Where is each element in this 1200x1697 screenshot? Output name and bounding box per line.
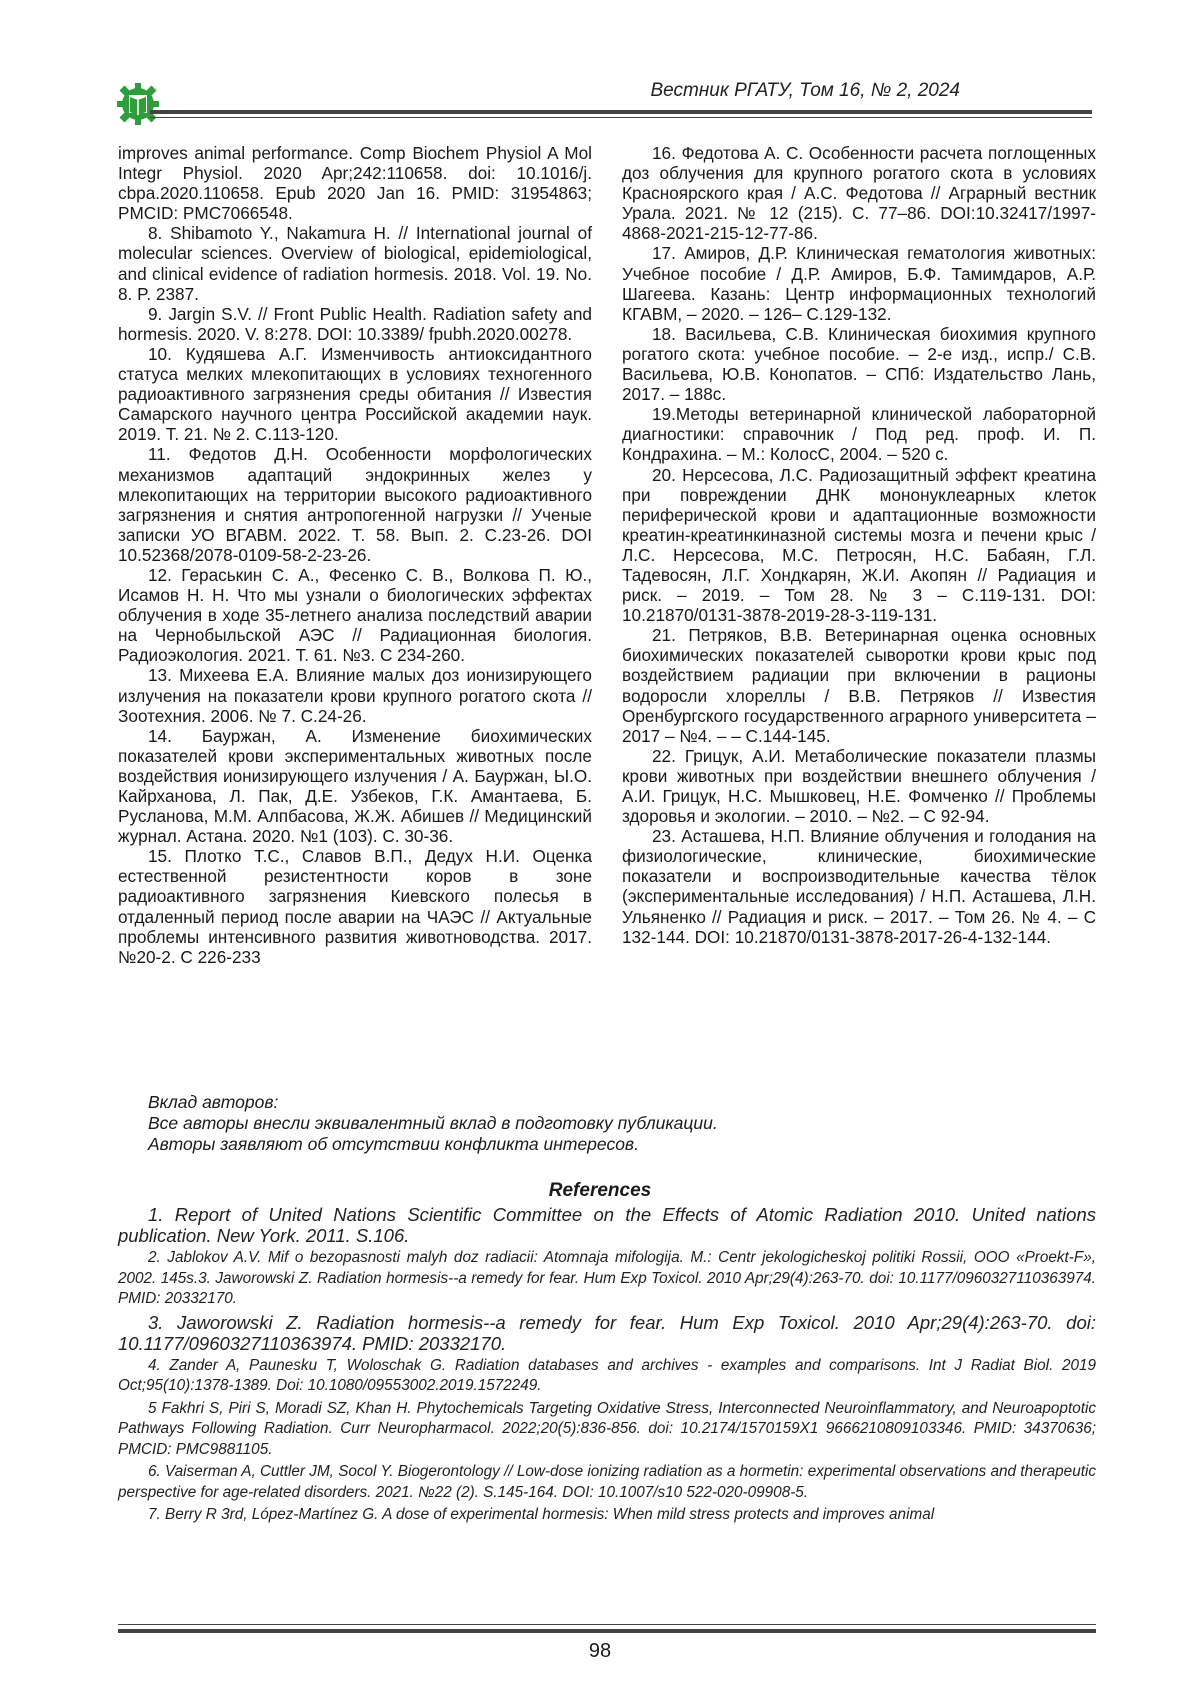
reference-entry: 13. Михеева Е.А. Влияние малых доз ионизирующего излучения на показатели крови крупного рогатого скота // Зоотехния. 2006. № 7. С.24-26.: [118, 665, 592, 726]
reference-entry: 10. Кудяшева А.Г. Изменчивость антиоксидантного статуса мелких млекопитающих в условиях техногенного радиоактивного загрязнения среды обитания // Известия Самарского научного центра Российской академии наук. 2019. Т. 21. № 2. С.113-120.: [118, 343, 592, 445]
reference-translit-entry: 7. Berry R 3rd, López-Martínez G. A dose of experimental hormesis: When mild stress protects and improves animal: [148, 1506, 935, 1523]
reference-entry: 11. Федотов Д.Н. Особенности морфологических механизмов адаптаций эндокринных желез у млекопитающих на территории высокого радиоактивного загрязнения и снятия антропогенной нагрузки // Ученые записки УО ВГАВМ. 2022. Т. 58. Вып. 2. С.23-26. DOI 10.52368/2078-0109-58-2-23-26.: [118, 444, 592, 565]
reference-entry: 18. Васильева, С.В. Клиническая биохимия крупного рогатого скота: учебное пособие. – 2-е изд., испр./ С.В. Васильева, Ю.В. Конопатов. – СПб: Издательство Лань, 2017. – 188с.: [622, 323, 1096, 405]
reference-entry: 9. Jargin S.V. // Front Public Health. Radiation safety and hormesis. 2020. V. 8:278. DOI: 10.3389/ fpubh.2020.00278.: [118, 303, 592, 344]
reference-entry: 20. Нерсесова, Л.С. Радиозащитный эффект креатина при повреждении ДНК мононуклеарных клеток периферической крови и адаптационные возможности креатин-креатинкиназной системы мозга и печени крыс / Л.С. Нерсесова, М.С. Петросян, Н.С. Бабаян, Г.Л. Тадевосян, Л.Г. Хондкарян, Ж.И. Акопян // Радиация и риск. – 2019. – Том 28. № 3 – С.119-131. DOI: 10.21870/0131-3878-2019-28-3-119-131.: [622, 464, 1096, 626]
right-column: [622, 143, 1096, 947]
page-number: 98: [588, 1640, 612, 1662]
journal-logo-icon: [116, 82, 160, 126]
reference-entry: 22. Грицук, А.И. Метаболические показатели плазмы крови животных при воздействии внешнего облучения / А.И. Грицук, Н.С. Мышковец, Н.Е. Фомченко // Проблемы здоровья и экологии. – 2010. – №2. – С 92-94.: [622, 745, 1096, 827]
reference-translit-entry: 6. Vaiserman A, Cuttler JM, Socol Y. Biogerontology // Low-dose ionizing radiation as a hormetin: experimental observations and therapeutic perspective for age-related disorders. 2021. №22 (2). S.145-164. DOI: 10.1007/s10 522-020-09908-5.: [118, 1463, 1096, 1501]
reference-entry: 16. Федотова А. С. Особенности расчета поглощенных доз облучения для крупного рогатого скота в условиях Красноярского края / А.С. Федотова // Аграрный вестник Урала. 2021. № 12 (215). С. 77–86. DOI:10.32417/1997-4868-2021-215-12-77-86.: [622, 143, 1096, 244]
references-list: [118, 1204, 1096, 1528]
reference-entry: 21. Петряков, В.В. Ветеринарная оценка основных биохимических показателей сыворотки крови крыс под воздействием радиации при включении в рационы водоросли хлореллы / В.В. Петряков // Известия Оренбургского государственного аграрного университета – 2017 – №4. – – С.144-145.: [622, 625, 1096, 746]
reference-translit-entry: 4. Zander A, Paunesku T, Woloschak G. Radiation databases and archives - examples and comparisons. Int J Radiat Biol. 2019 Oct;95(10):1378-1389. Doi: 10.1080/09553002.2019.1572249.: [118, 1356, 1096, 1394]
references-title: References: [548, 1180, 652, 1201]
contribution-line-1: Все авторы внесли эквивалентный вклад в подготовку публикации.: [148, 1113, 718, 1133]
reference-translit-entry: 2. Jablokov A.V. Mif o bezopasnosti malyh doz radiacii: Atomnaja mifologija. M.: Centr jekologicheskoj politiki Rossii, OOO «Proekt-F», 2002. 145s.3. Jaworowski Z. Radiation hormesis--a remedy for fear. Hum Exp Toxicol. 2010 Apr;29(4):263-70. doi: 10.1177/0960327110363974. PMID: 20332170.: [118, 1249, 1096, 1307]
footer-rule-thin: [118, 1624, 1096, 1625]
reference-entry: 19.Методы ветеринарной клинической лабораторной диагностики: справочник / Под ред. проф. И. П. Кондрахина. – М.: КолосС, 2004. – 520 с.: [622, 404, 1096, 465]
reference-entry: 23. Асташева, Н.П. Влияние облучения и голодания на физиологические, клинические, биохимические показатели и воспроизводительные качества тёлок (экспериментальные исследования) / Н.П. Асташева, Л.Н. Ульяненко // Радиация и риск. – 2017. – Том 26. № 4. – С 132-144. DOI: 10.21870/0131-3878-2017-26-4-132-144.: [622, 826, 1096, 947]
reference-translit-entry: 3. Jaworowski Z. Radiation hormesis--a remedy for fear. Hum Exp Toxicol. 2010 Apr;29(4):263-70. doi: 10.1177/0960327110363974. PMID: 20332170.: [118, 1311, 1096, 1354]
contribution-line-2: Авторы заявляют об отсутствии конфликта интересов.: [148, 1134, 639, 1154]
reference-entry: 15. Плотко Т.С., Славов В.П., Дедух Н.И. Оценка естественной резистентности коров в зоне радиоактивного загрязнения Киевского полесья в отдаленный период после аварии на ЧАЭС // Актуальные проблемы интенсивного развития животноводства. 2017. №20-2. С 226-233: [118, 846, 592, 967]
author-contribution: [148, 1092, 1088, 1155]
header-rule: [150, 110, 1092, 114]
reference-translit-entry: 1. Report of United Nations Scientific Committee on the Effects of Atomic Radiation 2010. United nations publication. New York. 2011. S.106.: [118, 1204, 1096, 1246]
header-rule-thin: [150, 117, 1092, 118]
reference-entry: 14. Бауржан, А. Изменение биохимических показателей крови экспериментальных животных после воздействия ионизирующего излучения / А. Бауржан, Ы.О. Кайрханова, Л. Пак, Д.Е. Узбеков, Г.К. Амантаева, Б. Русланова, М.М. Алпбасова, Ж.Ж. Абишев // Медицинский журнал. Астана. 2020. №1 (103). С. 30-36.: [118, 725, 592, 847]
reference-translit-entry: 5 Fakhri S, Piri S, Moradi SZ, Khan H. Phytochemicals Targeting Oxidative Stress, Interconnected Neuroinflammatory, and Neuroapoptotic Pathways Following Radiation. Curr Neuropharmacol. 2022;20(5):836-856. doi: 10.2174/1570159X1 9666210809103346. PMID: 34370636; PMCID: PMC9881105.: [118, 1399, 1096, 1458]
journal-header: Вестник РГАТУ, Том 16, № 2, 2024: [650, 80, 960, 101]
footer-rule: [118, 1629, 1096, 1633]
contribution-title: Вклад авторов:: [148, 1092, 279, 1112]
reference-entry: improves animal performance. Comp Biochem Physiol A Mol Integr Physiol. 2020 Apr;242:110658. doi: 10.1016/j. cbpa.2020.110658. Epub 2020 Jan 16. PMID: 31954863; PMCID: PMC7066548.: [118, 143, 592, 224]
reference-entry: 17. Амиров, Д.Р. Клиническая гематология животных: Учебное пособие / Д.Р. Амиров, Б.Ф. Тамимдаров, А.Р. Шагеева. Казань: Центр информационных технологий КГАВМ, – 2020. – 126– С.129-132.: [622, 243, 1096, 324]
reference-entry: 12. Гераськин С. А., Фесенко С. В., Волкова П. Ю., Исамов Н. Н. Что мы узнали о биологических эффектах облучения в ходе 35-летнего анализа последствий аварии на Чернобыльской АЭС // Радиационная биология. Радиоэкология. 2021. Т. 61. №3. С 234-260.: [118, 564, 592, 666]
left-column: [118, 143, 592, 967]
reference-entry: 8. Shibamoto Y., Nakamura H. // International journal of molecular sciences. Overview of biological, epidemiological, and clinical evidence of radiation hormesis. 2018. Vol. 19. No. 8. P. 2387.: [118, 223, 592, 304]
